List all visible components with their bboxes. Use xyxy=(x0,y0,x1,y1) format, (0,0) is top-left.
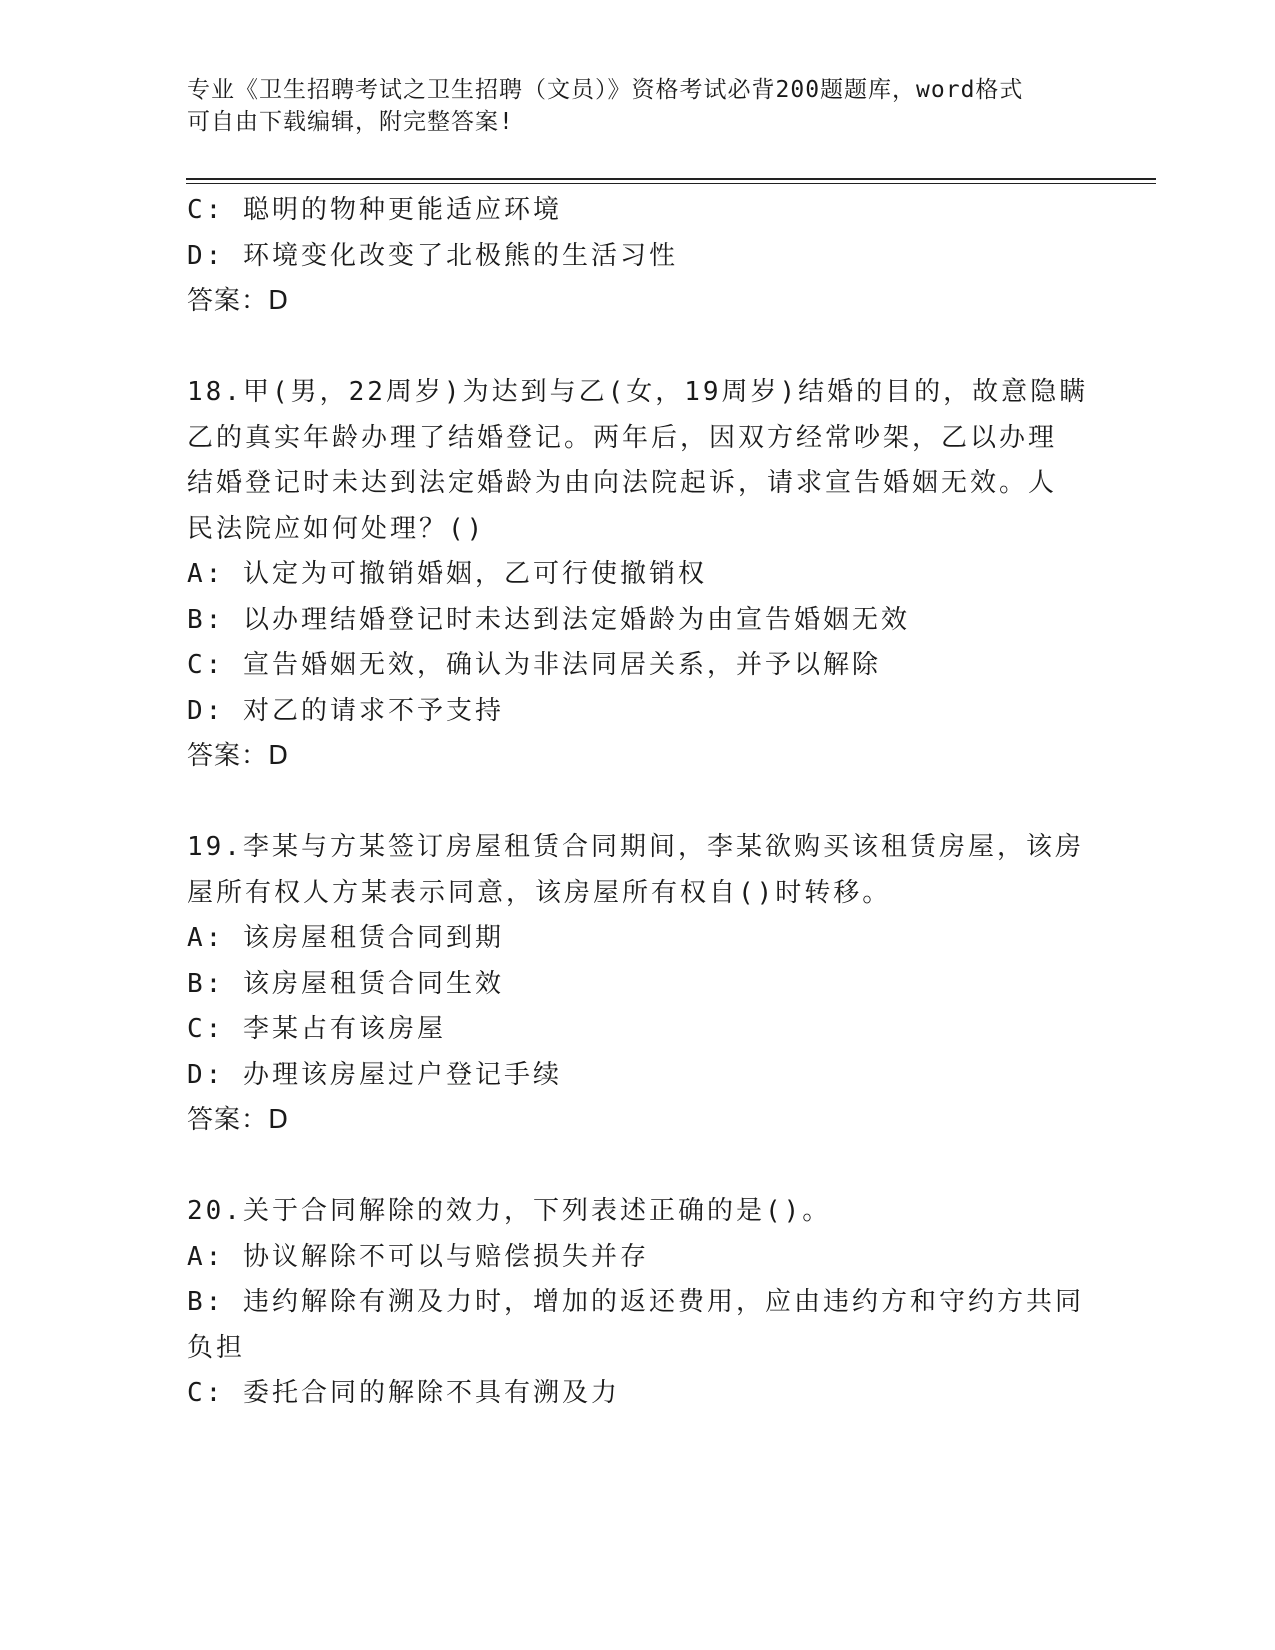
answer-line: 答案：D xyxy=(187,286,290,316)
header-rule-thick xyxy=(186,178,1156,180)
question-text-line: 民法院应如何处理？() xyxy=(187,513,486,544)
question-block-20 xyxy=(187,1189,1087,1417)
header-rule-thin xyxy=(186,183,1156,184)
question-text-line: 结婚登记时未达到法定婚龄为由向法院起诉，请求宣告婚姻无效。人 xyxy=(187,468,1058,498)
option-line: 负担 xyxy=(187,1332,246,1363)
option-line: B: 以办理结婚登记时未达到法定婚龄为由宣告婚姻无效 xyxy=(187,604,910,635)
question-block-18 xyxy=(187,370,1087,780)
option-line: C: 委托合同的解除不具有溯及力 xyxy=(187,1378,620,1408)
option-line: C: 聪明的物种更能适应环境 xyxy=(187,195,562,225)
question-block xyxy=(187,188,1087,325)
question-text-line: 乙的真实年龄办理了结婚登记。两年后，因双方经常吵架，乙以办理 xyxy=(187,422,1058,453)
option-line: B: 违约解除有溯及力时，增加的返还费用，应由违约方和守约方共同 xyxy=(187,1287,1084,1317)
option-line: D: 对乙的请求不予支持 xyxy=(187,695,504,726)
option-line: D: 办理该房屋过户登记手续 xyxy=(187,1059,562,1090)
header-line-2: 可自由下载编辑，附完整答案! xyxy=(187,109,514,135)
block-spacer xyxy=(187,325,1087,371)
answer-line: 答案：D xyxy=(187,741,290,771)
option-line: A: 认定为可撤销婚姻，乙可行使撤销权 xyxy=(187,559,707,589)
question-text-line: 20.关于合同解除的效力，下列表述正确的是()。 xyxy=(187,1196,832,1226)
option-line: C: 宣告婚姻无效，确认为非法同居关系，并予以解除 xyxy=(187,650,881,680)
page-header xyxy=(187,74,1067,138)
question-text-line: 18.甲(男，22周岁)为达到与乙(女，19周岁)结婚的目的，故意隐瞒 xyxy=(187,377,1089,407)
block-spacer xyxy=(187,1144,1087,1190)
answer-line: 答案：D xyxy=(187,1105,290,1135)
question-text-line: 屋所有权人方某表示同意，该房屋所有权自()时转移。 xyxy=(187,877,892,908)
question-content xyxy=(187,188,1087,1417)
option-line: D: 环境变化改变了北极熊的生活习性 xyxy=(187,240,678,271)
header-line-1: 专业《卫生招聘考试之卫生招聘（文员）》资格考试必背200题题库，word格式 xyxy=(187,77,1024,103)
question-text-line: 19.李某与方某签订房屋租赁合同期间，李某欲购买该租赁房屋，该房 xyxy=(187,832,1084,862)
option-line: B: 该房屋租赁合同生效 xyxy=(187,968,504,999)
question-block-19 xyxy=(187,825,1087,1144)
block-spacer xyxy=(187,780,1087,826)
option-line: A: 协议解除不可以与赔偿损失并存 xyxy=(187,1241,649,1272)
option-line: C: 李某占有该房屋 xyxy=(187,1014,446,1044)
option-line: A: 该房屋租赁合同到期 xyxy=(187,923,504,953)
